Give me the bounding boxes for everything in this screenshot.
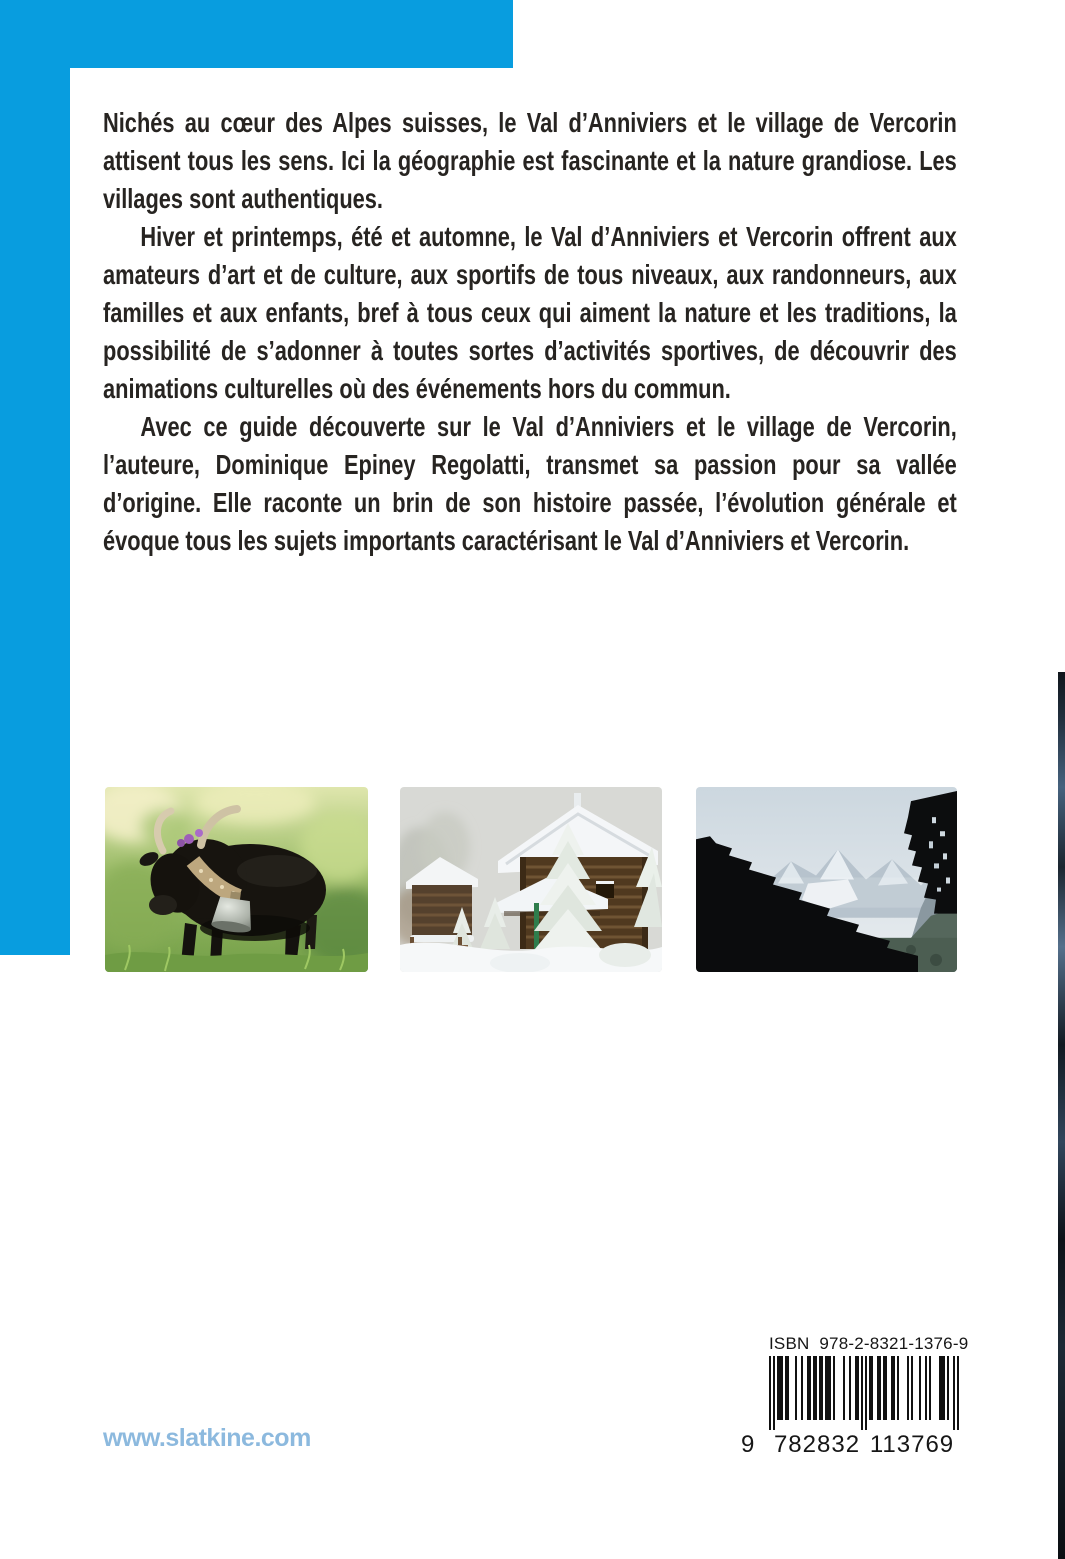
- herens-cow-illustration: [105, 787, 368, 972]
- barcode-digits-left: 782832: [773, 1431, 861, 1458]
- back-cover-blurb: [103, 104, 957, 560]
- publisher-website: www.slatkine.com: [103, 1424, 311, 1452]
- isbn-barcode-block: [741, 1334, 969, 1459]
- spine-photo-sliver: [1058, 672, 1065, 1559]
- ean13-barcode: [769, 1356, 959, 1430]
- photo-herens-cow: [105, 787, 368, 972]
- photo-snowy-chalets: [400, 787, 662, 972]
- photo-mountain-roofs: [696, 787, 957, 972]
- isbn-number: ISBN 978-2-8321-1376-9: [769, 1334, 969, 1353]
- snowy-chalets-illustration: [400, 787, 662, 972]
- left-accent-bar: [0, 0, 70, 955]
- blurb-paragraph-1: Nichés au cœur des Alpes suisses, le Val d’Anniviers et le village de Vercorin attisent tous les sens. Ici la géographie est fascinante et la nature grandiose. Les villages sont authentiques.: [103, 107, 957, 214]
- barcode-digits: [741, 1431, 961, 1459]
- blurb-paragraph-3: Avec ce guide découverte sur le Val d’Anniviers et le village de Vercorin, l’auteure, Dominique Epiney Regolatti, transmet sa passion pour sa vallée d’origine. Elle raconte un brin de son histoire passée, l’évolution générale et évoque tous les sujets importants caractérisant le Val d’Anniviers et Vercorin.: [103, 411, 957, 556]
- mountain-roofs-illustration: [696, 787, 957, 972]
- blurb-paragraph-2: Hiver et printemps, été et automne, le Val d’Anniviers et Vercorin offrent aux amateurs d’art et de culture, aux sportifs de tous niveaux, aux randonneurs, aux familles et aux enfants, bref à tous ceux qui aiment la nature et les traditions, la possibilité de s’adonner à toutes sortes d’activités sportives, de découvrir des animations culturelles où des événements hors du commun.: [103, 221, 957, 404]
- barcode-digits-right: 113769: [869, 1431, 955, 1458]
- top-accent-bar: [0, 0, 513, 68]
- barcode-digit-prefix: 9: [741, 1431, 755, 1458]
